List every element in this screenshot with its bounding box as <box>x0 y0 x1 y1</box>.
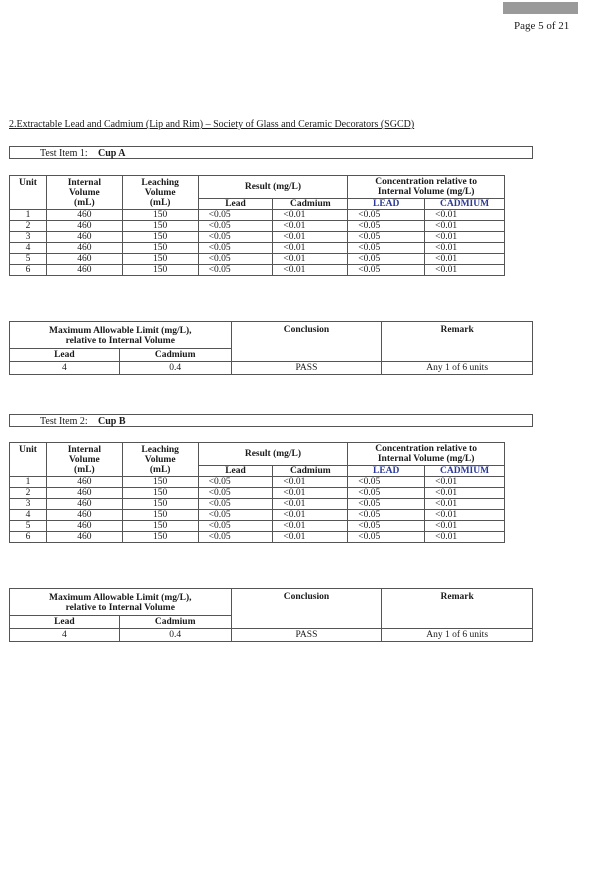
cell-result-lead: <0.05 <box>198 521 273 532</box>
cell-leaching-volume: 150 <box>122 499 198 510</box>
col-conclusion <box>231 322 382 362</box>
cell-result-cadmium: <0.01 <box>273 477 348 488</box>
col-result-label: Result (mg/L) <box>244 449 302 459</box>
cell-result-lead: <0.05 <box>198 499 273 510</box>
cell-leaching-volume: 150 <box>122 243 198 254</box>
col-leaching-volume-line: Leaching <box>141 177 179 188</box>
cell-internal-volume: 460 <box>46 510 122 521</box>
limits-table <box>9 321 533 375</box>
cell-limit-lead: 4 <box>10 362 120 375</box>
col-result-lead: Lead <box>198 199 273 210</box>
col-limit-lead: Lead <box>10 616 120 629</box>
cell-conc-lead: <0.05 <box>348 221 425 232</box>
col-leaching-volume-line: Leaching <box>141 444 179 455</box>
section-title: 2.Extractable Lead and Cadmium (Lip and Rim) – Society of Glass and Ceramic Decorators (SGCD) <box>9 119 415 130</box>
table-row <box>10 221 505 232</box>
cell-conc-cadmium: <0.01 <box>425 254 505 265</box>
cell-leaching-volume: 150 <box>122 488 198 499</box>
cell-conc-cadmium: <0.01 <box>425 477 505 488</box>
cell-result-lead: <0.05 <box>198 221 273 232</box>
cell-leaching-volume: 150 <box>122 510 198 521</box>
cell-result-lead: <0.05 <box>198 477 273 488</box>
cell-result-lead: <0.05 <box>198 532 273 543</box>
cell-conc-lead: <0.05 <box>348 243 425 254</box>
cell-unit: 3 <box>10 232 47 243</box>
table-row <box>10 510 505 521</box>
cell-leaching-volume: 150 <box>122 232 198 243</box>
cell-internal-volume: 460 <box>46 488 122 499</box>
col-leaching-volume-line: (mL) <box>149 197 171 208</box>
col-internal-volume-line: Volume <box>68 454 100 465</box>
col-concentration-line: Concentration relative to <box>375 177 477 187</box>
col-leaching-volume-line: Volume <box>144 187 176 198</box>
col-result-cadmium: Cadmium <box>273 466 348 477</box>
cell-unit: 6 <box>10 265 47 276</box>
limits-value-row <box>10 629 533 642</box>
cell-conc-cadmium: <0.01 <box>425 210 505 221</box>
cell-leaching-volume: 150 <box>122 477 198 488</box>
table-row <box>10 210 505 221</box>
cell-result-lead: <0.05 <box>198 488 273 499</box>
table-row <box>10 532 505 543</box>
test-item-label: Test Item 2: <box>40 416 88 427</box>
cell-conc-cadmium: <0.01 <box>425 521 505 532</box>
col-conc-lead: LEAD <box>348 466 425 477</box>
cell-conc-lead: <0.05 <box>348 265 425 276</box>
col-remark-label: Remark <box>440 592 474 602</box>
cell-leaching-volume: 150 <box>122 532 198 543</box>
col-internal-volume-line: (mL) <box>74 464 95 475</box>
limits-value-row <box>10 362 533 375</box>
cell-internal-volume: 460 <box>46 232 122 243</box>
col-unit-label: Unit <box>18 445 37 455</box>
cell-result-cadmium: <0.01 <box>273 232 348 243</box>
col-internal-volume-line: Internal <box>67 177 101 188</box>
results-header-row <box>10 176 505 199</box>
col-leaching-volume <box>122 176 198 210</box>
col-conc-cadmium: CADMIUM <box>425 466 505 477</box>
col-max-limit-line: relative to Internal Volume <box>65 336 175 346</box>
col-leaching-volume-line: Volume <box>144 454 176 465</box>
cell-internal-volume: 460 <box>46 532 122 543</box>
cell-unit: 2 <box>10 488 47 499</box>
col-conclusion <box>231 589 382 629</box>
table-row <box>10 499 505 510</box>
page-number: Page 5 of 21 <box>514 20 570 32</box>
cell-result-lead: <0.05 <box>198 243 273 254</box>
cell-conc-cadmium: <0.01 <box>425 532 505 543</box>
col-concentration-line: Internal Volume (mg/L) <box>377 454 475 464</box>
cell-internal-volume: 460 <box>46 477 122 488</box>
col-result <box>198 443 348 466</box>
cell-internal-volume: 460 <box>46 265 122 276</box>
col-conc-lead: LEAD <box>348 199 425 210</box>
col-concentration-line: Concentration relative to <box>375 444 477 454</box>
col-remark <box>382 322 533 362</box>
cell-internal-volume: 460 <box>46 499 122 510</box>
col-leaching-volume <box>122 443 198 477</box>
col-conclusion-label: Conclusion <box>283 325 330 335</box>
cell-unit: 3 <box>10 499 47 510</box>
results-table <box>9 442 505 543</box>
cell-conc-cadmium: <0.01 <box>425 499 505 510</box>
cell-unit: 2 <box>10 221 47 232</box>
col-conc-cadmium: CADMIUM <box>425 199 505 210</box>
cell-result-cadmium: <0.01 <box>273 488 348 499</box>
cell-result-cadmium: <0.01 <box>273 210 348 221</box>
cell-conc-lead: <0.05 <box>348 499 425 510</box>
cell-result-lead: <0.05 <box>198 232 273 243</box>
cell-result-cadmium: <0.01 <box>273 499 348 510</box>
cell-result-cadmium: <0.01 <box>273 243 348 254</box>
limits-table <box>9 588 533 642</box>
col-result <box>198 176 348 199</box>
test-item-header <box>9 414 533 427</box>
cell-result-cadmium: <0.01 <box>273 265 348 276</box>
cell-result-cadmium: <0.01 <box>273 532 348 543</box>
cell-internal-volume: 460 <box>46 210 122 221</box>
cell-unit: 4 <box>10 243 47 254</box>
cell-result-cadmium: <0.01 <box>273 510 348 521</box>
redacted-header-block <box>503 2 578 14</box>
col-max-limit <box>10 589 232 616</box>
test-item-label: Test Item 1: <box>40 148 88 159</box>
cell-internal-volume: 460 <box>46 243 122 254</box>
cell-result-lead: <0.05 <box>198 210 273 221</box>
cell-conc-lead: <0.05 <box>348 254 425 265</box>
table-row <box>10 265 505 276</box>
cell-limit-cadmium: 0.4 <box>119 629 231 642</box>
results-table <box>9 175 505 276</box>
cell-conc-lead: <0.05 <box>348 210 425 221</box>
cell-limit-lead: 4 <box>10 629 120 642</box>
col-limit-cadmium: Cadmium <box>119 616 231 629</box>
cell-conc-cadmium: <0.01 <box>425 232 505 243</box>
col-internal-volume-line: Volume <box>68 187 100 198</box>
cell-unit: 1 <box>10 210 47 221</box>
cell-result-lead: <0.05 <box>198 265 273 276</box>
cell-leaching-volume: 150 <box>122 221 198 232</box>
cell-conclusion: PASS <box>231 629 382 642</box>
cell-conc-lead: <0.05 <box>348 532 425 543</box>
cell-internal-volume: 460 <box>46 254 122 265</box>
cell-result-lead: <0.05 <box>198 510 273 521</box>
cell-conc-lead: <0.05 <box>348 232 425 243</box>
cell-conc-cadmium: <0.01 <box>425 243 505 254</box>
col-result-lead: Lead <box>198 466 273 477</box>
col-max-limit-line: Maximum Allowable Limit (mg/L), <box>49 326 192 336</box>
cell-limit-cadmium: 0.4 <box>119 362 231 375</box>
table-row <box>10 232 505 243</box>
cell-conc-lead: <0.05 <box>348 510 425 521</box>
col-internal-volume <box>46 176 122 210</box>
cell-conc-cadmium: <0.01 <box>425 221 505 232</box>
col-internal-volume-line: (mL) <box>74 197 95 208</box>
cell-conclusion: PASS <box>231 362 382 375</box>
cell-remark: Any 1 of 6 units <box>382 362 533 375</box>
cell-unit: 1 <box>10 477 47 488</box>
col-remark-label: Remark <box>440 325 474 335</box>
limits-header-row <box>10 322 533 349</box>
col-concentration-line: Internal Volume (mg/L) <box>377 187 475 197</box>
table-row <box>10 254 505 265</box>
table-row <box>10 488 505 499</box>
col-internal-volume <box>46 443 122 477</box>
cell-result-cadmium: <0.01 <box>273 521 348 532</box>
col-result-cadmium: Cadmium <box>273 199 348 210</box>
col-max-limit-line: Maximum Allowable Limit (mg/L), <box>49 593 192 603</box>
col-result-label: Result (mg/L) <box>244 182 302 192</box>
test-item-name: Cup B <box>98 416 126 427</box>
test-item-name: Cup A <box>98 148 126 159</box>
cell-result-cadmium: <0.01 <box>273 221 348 232</box>
col-leaching-volume-line: (mL) <box>149 464 171 475</box>
col-concentration <box>348 176 505 199</box>
col-limit-cadmium: Cadmium <box>119 349 231 362</box>
col-unit-label: Unit <box>18 178 37 188</box>
cell-leaching-volume: 150 <box>122 210 198 221</box>
cell-leaching-volume: 150 <box>122 521 198 532</box>
results-header-row <box>10 443 505 466</box>
table-row <box>10 477 505 488</box>
col-max-limit-line: relative to Internal Volume <box>65 603 175 613</box>
cell-internal-volume: 460 <box>46 521 122 532</box>
col-limit-lead: Lead <box>10 349 120 362</box>
col-conclusion-label: Conclusion <box>283 592 330 602</box>
cell-result-lead: <0.05 <box>198 254 273 265</box>
col-unit <box>10 176 47 210</box>
table-row <box>10 243 505 254</box>
col-unit <box>10 443 47 477</box>
cell-internal-volume: 460 <box>46 221 122 232</box>
cell-unit: 4 <box>10 510 47 521</box>
cell-unit: 6 <box>10 532 47 543</box>
cell-result-cadmium: <0.01 <box>273 254 348 265</box>
col-max-limit <box>10 322 232 349</box>
table-row <box>10 521 505 532</box>
cell-unit: 5 <box>10 521 47 532</box>
cell-conc-lead: <0.05 <box>348 477 425 488</box>
cell-leaching-volume: 150 <box>122 254 198 265</box>
cell-conc-cadmium: <0.01 <box>425 265 505 276</box>
cell-conc-lead: <0.05 <box>348 488 425 499</box>
col-remark <box>382 589 533 629</box>
cell-unit: 5 <box>10 254 47 265</box>
cell-conc-lead: <0.05 <box>348 521 425 532</box>
cell-leaching-volume: 150 <box>122 265 198 276</box>
cell-conc-cadmium: <0.01 <box>425 488 505 499</box>
col-concentration <box>348 443 505 466</box>
cell-conc-cadmium: <0.01 <box>425 510 505 521</box>
col-internal-volume-line: Internal <box>67 444 101 455</box>
test-item-header <box>9 146 533 159</box>
cell-remark: Any 1 of 6 units <box>382 629 533 642</box>
limits-header-row <box>10 589 533 616</box>
